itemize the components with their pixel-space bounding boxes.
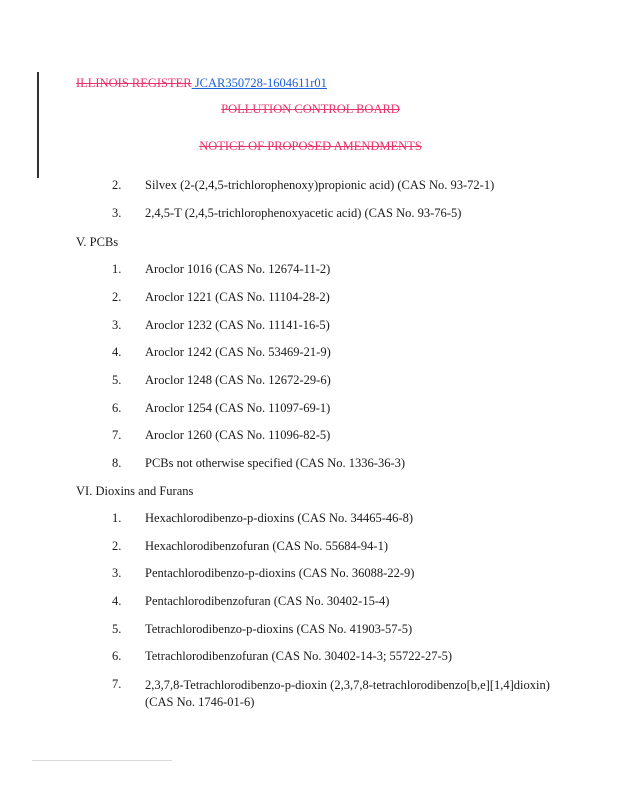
list-item — [0, 622, 621, 642]
item-number: 5. — [112, 622, 122, 636]
list-item — [0, 594, 621, 614]
item-number: 3. — [112, 318, 122, 332]
list-item — [0, 318, 621, 338]
item-number: 6. — [112, 401, 122, 415]
board-title: POLLUTION CONTROL BOARD — [221, 102, 400, 116]
item-text: Aroclor 1242 (CAS No. 53469-21-9) — [145, 345, 331, 359]
list-item — [0, 649, 621, 669]
notice-title: NOTICE OF PROPOSED AMENDMENTS — [199, 139, 422, 153]
item-number: 1. — [112, 511, 122, 525]
item-text: Aroclor 1254 (CAS No. 11097-69-1) — [145, 401, 331, 415]
item-text: PCBs not otherwise specified (CAS No. 1336-36-3) — [145, 456, 406, 470]
section-heading-dioxins: VI. Dioxins and Furans — [76, 484, 194, 498]
item-text: Pentachlorodibenzofuran (CAS No. 30402-15-4) — [145, 594, 390, 608]
item-number: 2. — [112, 539, 122, 553]
revision-change-bar — [37, 72, 39, 178]
list-item — [0, 428, 621, 448]
item-number: 7. — [112, 677, 122, 691]
item-text: Aroclor 1248 (CAS No. 12672-29-6) — [145, 373, 331, 387]
item-text: 2,4,5-T (2,4,5-trichlorophenoxyacetic acid) (CAS No. 93-76-5) — [145, 206, 462, 220]
item-text: Tetrachlorodibenzo-p-dioxins (CAS No. 41903-57-5) — [145, 622, 413, 636]
item-text: 2,3,7,8-Tetrachlorodibenzo-p-dioxin (2,3,7,8-tetrachlorodibenzo[b,e][1,4]dioxin) (CAS No. 1746-01-6) — [145, 678, 550, 709]
list-item — [0, 456, 621, 476]
item-number: 7. — [112, 428, 122, 442]
inserted-register-id-text: JCAR350728-1604611r01 — [194, 76, 327, 90]
item-text: Aroclor 1016 (CAS No. 12674-11-2) — [145, 262, 331, 276]
list-item — [0, 290, 621, 310]
list-item — [0, 539, 621, 559]
item-text: Aroclor 1232 (CAS No. 11141-16-5) — [145, 318, 330, 332]
item-number: 3. — [112, 206, 122, 220]
item-number: 1. — [112, 262, 122, 276]
item-text: Tetrachlorodibenzofuran (CAS No. 30402-14-3; 55722-27-5) — [145, 649, 453, 663]
list-item — [0, 373, 621, 393]
list-item — [0, 566, 621, 586]
item-number: 6. — [112, 649, 122, 663]
item-number: 3. — [112, 566, 122, 580]
list-item — [0, 262, 621, 282]
list-item — [0, 206, 621, 226]
item-text: Pentachlorodibenzo-p-dioxins (CAS No. 36088-22-9) — [145, 566, 415, 580]
item-text: Aroclor 1221 (CAS No. 11104-28-2) — [145, 290, 330, 304]
item-number: 4. — [112, 345, 122, 359]
list-item — [0, 677, 621, 717]
list-item — [0, 511, 621, 531]
item-text: Aroclor 1260 (CAS No. 11096-82-5) — [145, 428, 331, 442]
section-heading-pcbs: V. PCBs — [76, 235, 119, 249]
item-text: Silvex (2-(2,4,5-trichlorophenoxy)propionic acid) (CAS No. 93-72-1) — [145, 178, 495, 192]
item-number: 2. — [112, 178, 122, 192]
register-header — [76, 76, 327, 91]
item-text: Hexachlorodibenzo-p-dioxins (CAS No. 34465-46-8) — [145, 511, 414, 525]
list-item — [0, 401, 621, 421]
item-number: 8. — [112, 456, 122, 470]
inserted-register-id — [192, 76, 327, 90]
list-item — [0, 178, 621, 198]
item-number: 5. — [112, 373, 122, 387]
footer-divider — [32, 760, 172, 761]
list-item — [0, 345, 621, 365]
item-text: Hexachlorodibenzofuran (CAS No. 55684-94-1) — [145, 539, 388, 553]
deleted-register-title: ILLINOIS REGISTER — [76, 76, 192, 90]
item-number: 2. — [112, 290, 122, 304]
item-number: 4. — [112, 594, 122, 608]
